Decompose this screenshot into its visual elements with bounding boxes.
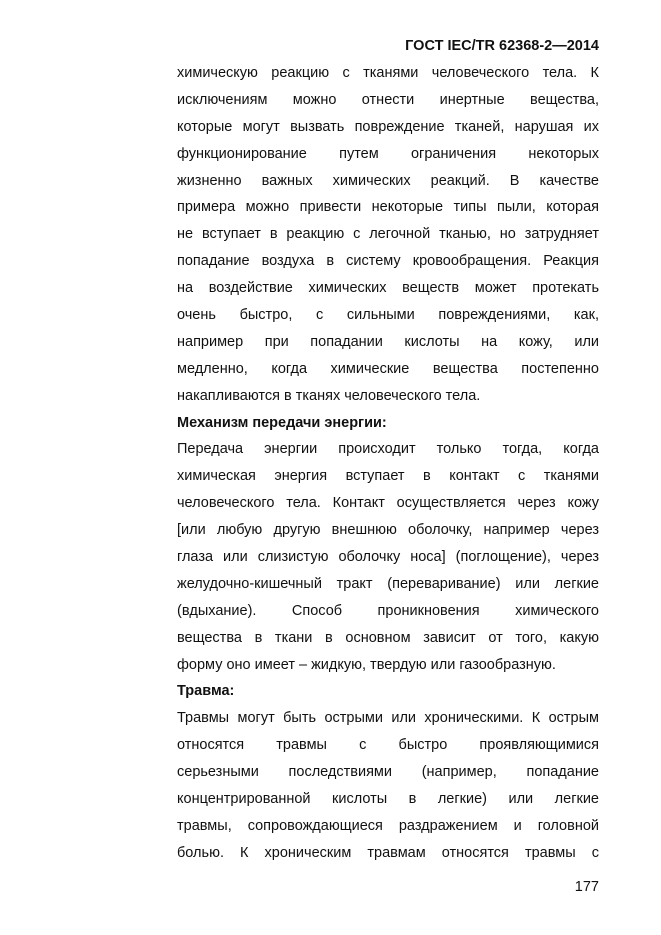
- text-line: функционирование путем ограничения некоторых: [177, 145, 599, 162]
- text-line: желудочно-кишечный тракт (переваривание) или легкие: [177, 575, 599, 592]
- text-line: исключениям можно отнести инертные вещества,: [177, 91, 599, 108]
- text-line: жизненно важных химических реакций. В качестве: [177, 172, 599, 189]
- paragraph: [177, 436, 599, 678]
- text-line: серьезными последствиями (например, попадание: [177, 764, 599, 781]
- text-line: химическая энергия вступает в контакт с тканями: [177, 468, 599, 485]
- paragraph: [177, 705, 599, 866]
- text-line: Травмы могут быть острыми или хроническими. К острым: [177, 710, 599, 727]
- text-line: (вдыхание). Способ проникновения химического: [177, 602, 599, 619]
- text-line: человеческого тела. Контакт осуществляется через кожу: [177, 495, 599, 512]
- page-number: 177: [574, 879, 599, 895]
- text-line: попадание воздуха в систему кровообращения. Реакция: [177, 253, 599, 270]
- text-line: накапливаются в тканях человеческого тела.: [177, 387, 481, 404]
- text-line: болью. К хроническим травмам относятся травмы с: [177, 844, 599, 861]
- text-line: медленно, когда химические вещества постепенно: [177, 360, 599, 377]
- text-line: глаза или слизистую оболочку носа] (поглощение), через: [177, 549, 599, 566]
- text-line: например при попадании кислоты на кожу, или: [177, 333, 599, 350]
- text-line: не вступает в реакцию с легочной тканью, но затрудняет: [177, 226, 599, 243]
- text-line: травмы, сопровождающиеся раздражением и головной: [177, 817, 599, 834]
- paragraph: [177, 60, 599, 410]
- section-heading: Механизм передачи энергии:: [177, 414, 387, 431]
- text-line: концентрированной кислоты в легкие) или легкие: [177, 791, 599, 808]
- section-heading: Травма:: [177, 683, 235, 700]
- text-line: которые могут вызвать повреждение тканей, нарушая их: [177, 118, 599, 135]
- text-line: вещества в ткани в основном зависит от того, какую: [177, 629, 599, 646]
- document-header: ГОСТ IEC/TR 62368-2—2014: [405, 38, 599, 54]
- text-line: Передача энергии происходит только тогда, когда: [177, 441, 599, 458]
- text-line: очень быстро, с сильными повреждениями, как,: [177, 307, 599, 324]
- text-line: на воздействие химических веществ может протекать: [177, 280, 599, 297]
- text-line: примера можно привести некоторые типы пыли, которая: [177, 199, 599, 216]
- text-line: химическую реакцию с тканями человеческого тела. К: [177, 65, 599, 81]
- text-line: [или любую другую внешнюю оболочку, например через: [177, 522, 599, 539]
- body-text: [177, 60, 599, 867]
- text-line: форму оно имеет – жидкую, твердую или газообразную.: [177, 656, 556, 673]
- text-line: относятся травмы с быстро проявляющимися: [177, 737, 599, 754]
